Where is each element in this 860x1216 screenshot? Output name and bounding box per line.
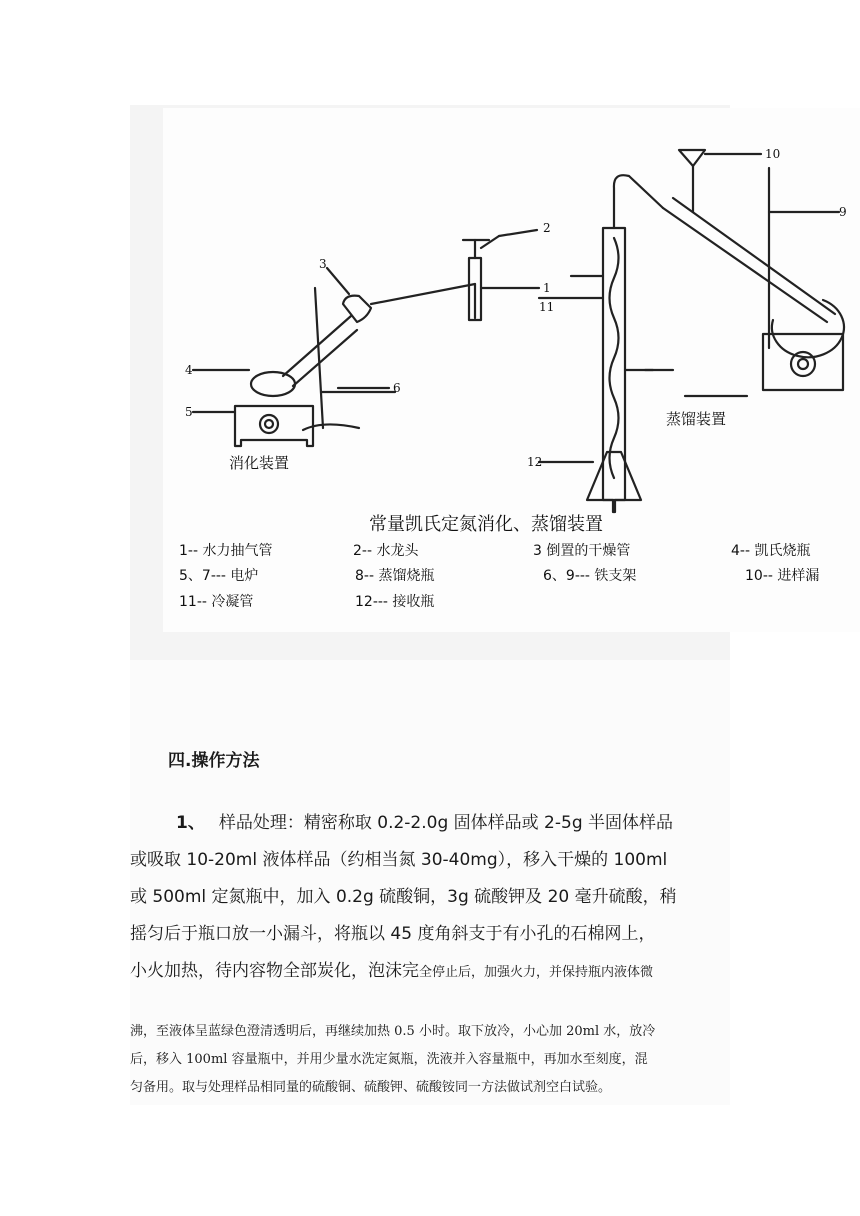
callout-3: 3 (319, 257, 327, 271)
legend-6-9: 6、9--- 铁支架 (543, 568, 637, 584)
legend-11: 11-- 冷凝管 (179, 594, 254, 610)
legend-12: 12--- 接收瓶 (355, 594, 435, 610)
callout-4: 4 (185, 363, 193, 377)
kjeldahl-apparatus-diagram (163, 108, 860, 632)
step-1-text-1: 样品处理：精密称取 0.2-2.0g 固体样品或 2-5g 半固体样品 (218, 813, 674, 833)
step-1-paragraph (130, 805, 730, 990)
legend-3: 3 倒置的干燥管 (533, 543, 631, 559)
legend-8: 8-- 蒸馏烧瓶 (355, 568, 435, 584)
condenser-jacket (603, 228, 625, 512)
distillation-heater-shape (763, 334, 843, 390)
digestion-stand-rod (315, 288, 323, 428)
callout-12: 12 (527, 455, 543, 469)
step-1-line-5 (130, 953, 730, 990)
step-1-text-5b: 全停止后，加强火力，并保持瓶内液体微 (419, 965, 654, 980)
section-heading: 四.操作方法 (168, 751, 260, 771)
step-1-line-1 (130, 805, 730, 842)
step-1-line-6: 沸，至液体呈蓝绿色澄清透明后，再继续加热 0.5 小时。取下放冷，小心加 20ml 水，放冷 (130, 1024, 656, 1039)
step-1-line-7: 后，移入 100ml 容量瓶中，并用少量水洗定氮瓶，洗液并入容量瓶中，再加水至刻度，混 (130, 1052, 648, 1067)
callout-11: 11 (539, 300, 555, 314)
step-1-line-8: 匀备用。取与处理样品相同量的硫酸铜、硫酸钾、硫酸铵同一方法做试剂空白试验。 (130, 1080, 612, 1095)
callout-6: 6 (393, 381, 401, 395)
distillation-label: 蒸馏装置 (666, 410, 727, 428)
legend-4: 4-- 凯氏烧瓶 (731, 543, 811, 559)
digestion-burner-shape (235, 406, 313, 446)
step-1-line-3: 或 500ml 定氮瓶中，加入 0.2g 硫酸铜，3g 硫酸钾及 20 毫升硫酸，稍 (130, 887, 677, 907)
distillation-adapter (614, 175, 663, 228)
step-1-line-2: 或吸取 10-20ml 液体样品（约相当氮 30-40mg），移入干燥的 100ml (130, 850, 668, 870)
distillation-flask-neck (663, 208, 827, 322)
legend-2: 2-- 水龙头 (353, 543, 419, 559)
callout-9: 9 (839, 205, 847, 219)
sample-funnel-shape (679, 150, 705, 166)
callout-1: 1 (543, 281, 551, 295)
digestion-label: 消化装置 (229, 454, 290, 472)
step-1-number: 1、 (176, 813, 205, 833)
figure-title: 常量凯氏定氮消化、蒸馏装置 (369, 514, 603, 535)
step-1-continuation (130, 1018, 730, 1102)
legend-10: 10-- 进样漏 (745, 568, 820, 584)
step-1-text-5a: 小火加热，待内容物全部炭化，泡沫完 (130, 961, 419, 981)
legend-5-7: 5、7--- 电炉 (179, 568, 259, 584)
condenser-coil (610, 238, 619, 478)
callout-2: 2 (543, 221, 551, 235)
legend-1: 1-- 水力抽气管 (179, 543, 273, 559)
kjeldahl-flask-bulb (251, 372, 295, 396)
callout-10: 10 (765, 147, 781, 161)
apparatus-drawing (163, 108, 860, 632)
step-1-line-4: 摇匀后于瓶口放一小漏斗，将瓶以 45 度角斜支于有小孔的石棉网上， (130, 924, 656, 944)
callout-5: 5 (185, 405, 193, 419)
